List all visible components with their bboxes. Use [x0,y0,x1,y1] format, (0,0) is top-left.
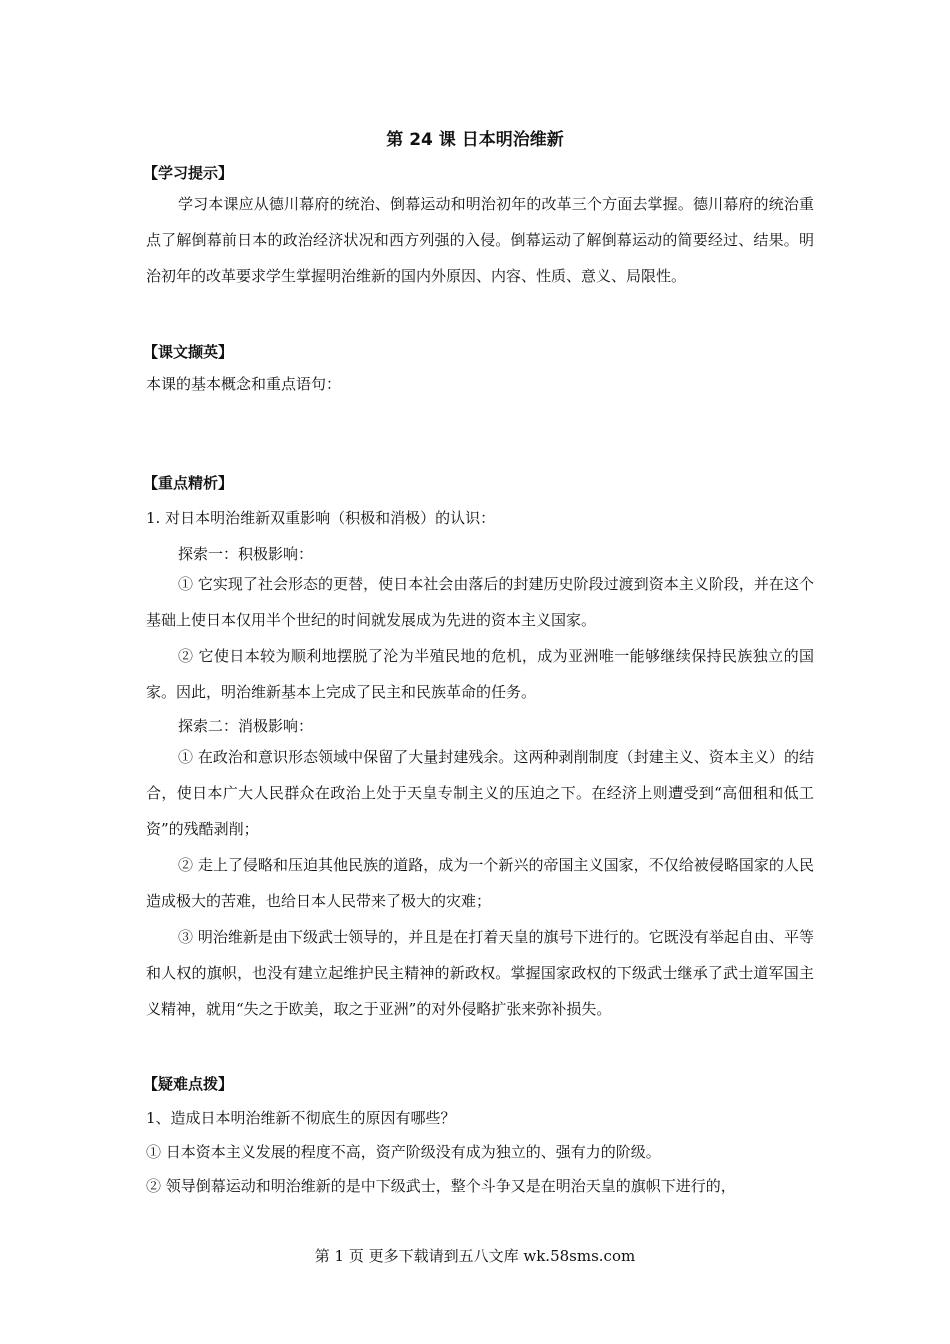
excerpts-intro: 本课的基本概念和重点语句： [146,375,342,393]
difficulty-question-1: 1、造成日本明治维新不彻底生的原因有哪些？ [146,1109,456,1127]
section-heading-excerpts: 【课文撷英】 [143,343,234,361]
negative-point-2: ② 走上了侵略和压迫其他民族的道路，成为一个新兴的帝国主义国家，不仅给被侵略国家的人民造成极大的苦难，也给日本人民带来了极大的灾难； [146,856,814,910]
page-title: 第 24 课 日本明治维新 [386,130,564,150]
section-heading-difficulties: 【疑难点拨】 [143,1075,234,1093]
page-footer: 第 1 页 更多下载请到五八文库 wk.58sms.com [314,1247,636,1265]
explore-negative: 探索二：消极影响： [178,717,314,735]
explore-positive: 探索一：积极影响： [178,545,314,563]
difficulty-answer-2: ② 领导倒幕运动和明治维新的是中下级武士，整个斗争又是在明治天皇的旗帜下进行的， [146,1177,736,1195]
section-heading-study-tips: 【学习提示】 [143,164,234,182]
section-heading-key-analysis: 【重点精析】 [143,474,234,492]
positive-point-1: ① 它实现了社会形态的更替，使日本社会由落后的封建历史阶段过渡到资本主义阶段，并在这个基础上使日本仅用半个世纪的时间就发展成为先进的资本主义国家。 [146,575,814,629]
negative-point-1: ① 在政治和意识形态领域中保留了大量封建残余。这两种剥削制度（封建主义、资本主义）的结合，使日本广大人民群众在政治上处于天皇专制主义的压迫之下。在经济上则遭受到“高佃租和低工资”的残酷剥削； [146,748,814,838]
positive-point-2: ② 它使日本较为顺利地摆脱了沦为半殖民地的危机，成为亚洲唯一能够继续保持民族独立的国家。因此，明治维新基本上完成了民主和民族革命的任务。 [146,647,814,701]
study-tips-paragraph: 学习本课应从德川幕府的统治、倒幕运动和明治初年的改革三个方面去掌握。德川幕府的统治重点了解倒幕前日本的政治经济状况和西方列强的入侵。倒幕运动了解倒幕运动的简要经过、结果。明治初年的改革要求学生掌握明治维新的国内外原因、内容、性质、意义、局限性。 [146,195,814,285]
negative-point-3: ③ 明治维新是由下级武士领导的，并且是在打着天皇的旗号下进行的。它既没有举起自由、平等和人权的旗帜，也没有建立起维护民主精神的新政权。掌握国家政权的下级武士继承了武士道军国主义精神，就用“失之于欧美，取之于亚洲”的对外侵略扩张来弥补损失。 [146,928,814,1018]
difficulty-answer-1: ① 日本资本主义发展的程度不高，资产阶级没有成为独立的、强有力的阶级。 [146,1143,661,1161]
question-1: 1. 对日本明治维新双重影响（积极和消极）的认识： [146,509,496,527]
